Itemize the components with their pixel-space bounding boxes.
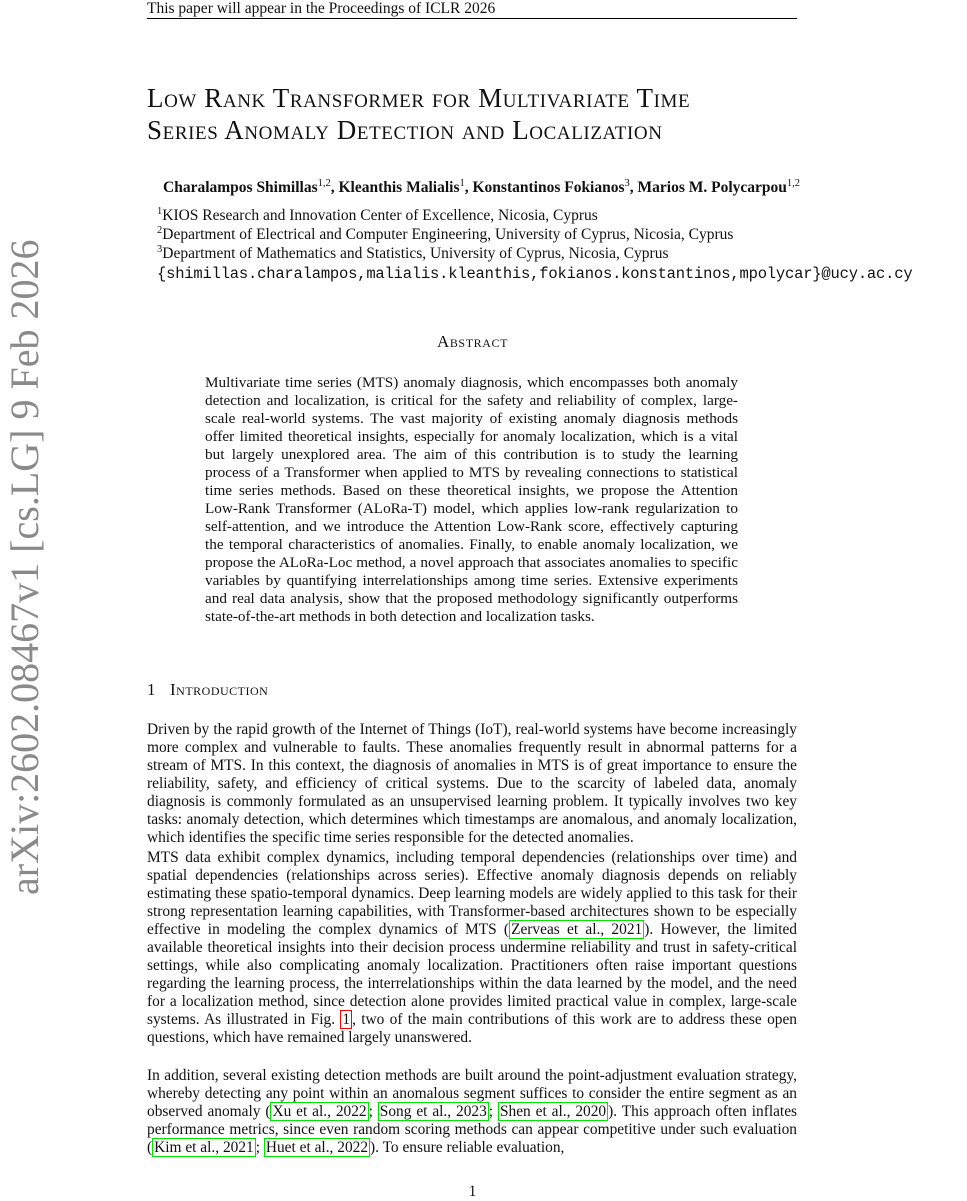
author-list <box>163 174 800 198</box>
author-emails: {shimillas.charalampos,malialis.kleanthis,fokianos.konstantinos,mpolycar}@ucy.ac.cy <box>157 265 913 283</box>
citation-link[interactable]: Shen et al., 2020 <box>499 1103 607 1120</box>
figure-reference-link[interactable]: 1 <box>342 1011 351 1028</box>
abstract-text: Multivariate time series (MTS) anomaly diagnosis, which encompasses both anomaly detection and localization, is critical for the safety and reliability of complex, large-scale real-world systems. The vast majority of existing anomaly diagnosis methods offer limited theoretical insights, especially for anomaly localization, which is a vital but largely unexplored area. The aim of this contribution is to study the learning process of a Transformer when applied to MTS by revealing connections to statistical time series methods. Based on these theoretical insights, we propose the Attention Low-Rank Transformer (ALoRa-T) model, which applies low-rank regularization to self-attention, and we introduce the Attention Low-Rank score, effectively capturing the temporal characteristics of anomalies. Finally, to enable anomaly localization, we propose the ALoRa-Loc method, a novel approach that associates anomalies to specific variables by quantifying interrelationships among time series. Extensive experiments and real data analysis, show that the proposed methodology significantly outperforms state-of-the-art methods in both detection and localization tasks. <box>205 374 738 625</box>
citation-link[interactable]: Song et al., 2023 <box>379 1103 487 1120</box>
paragraph-text: ). To ensure reliable evaluation, <box>370 1139 565 1156</box>
affiliation-text: KIOS Research and Innovation Center of Excellence, Nicosia, Cyprus <box>162 207 598 225</box>
author-affiliation-mark: 1 <box>459 178 465 189</box>
paragraph-text: , two of the main contributions of this work are to address these open questions, which have remained largely unanswered. <box>147 1011 797 1046</box>
citation-separator: ; <box>368 1103 378 1120</box>
citation-link[interactable]: Huet et al., 2022 <box>265 1139 369 1156</box>
author-name: Konstantinos Fokianos <box>472 179 625 197</box>
intro-paragraph-1: Driven by the rapid growth of the Internet of Things (IoT), real-world systems have become increasingly more complex and vulnerable to faults. These anomalies frequently result in abnormal patterns for a stream of MTS. In this context, the diagnosis of anomalies in MTS is of great importance to ensure the reliability, safety, and efficiency of critical systems. Due to the scarcity of labeled data, anomaly diagnosis is commonly formulated as an unsupervised learning problem. It typically involves two key tasks: anomaly detection, which determines which timestamps are anomalous, and anomaly localization, which identifies the specific time series responsible for the detected anomalies. <box>147 721 797 846</box>
affiliation-mark: 2 <box>157 225 163 236</box>
abstract-heading: Abstract <box>436 332 509 351</box>
page-number: 1 <box>468 1183 477 1200</box>
citation-link[interactable]: Xu et al., 2022 <box>272 1103 367 1120</box>
affiliation-text: Department of Mathematics and Statistics, University of Cyprus, Nicosia, Cyprus <box>162 245 669 263</box>
affiliation-text: Department of Electrical and Computer Engineering, University of Cyprus, Nicosia, Cyprus <box>162 226 734 244</box>
citation-link[interactable]: Kim et al., 2021 <box>154 1139 254 1156</box>
paper-title-line-2: Series Anomaly Detection and Localization <box>147 115 663 145</box>
intro-paragraph-2 <box>147 849 797 1047</box>
citation-separator: ; <box>255 1139 264 1156</box>
citation-separator: ; <box>488 1103 498 1120</box>
author-separator: , <box>464 179 473 197</box>
intro-paragraph-3 <box>147 1067 797 1157</box>
arxiv-identifier-stamp: arXiv:2602.08467v1 [cs.LG] 9 Feb 2026 <box>2 239 47 895</box>
author-affiliation-mark: 3 <box>624 178 630 189</box>
affiliation-mark: 1 <box>157 206 163 217</box>
author-name: Charalampos Shimillas <box>163 179 318 197</box>
paragraph-text: In addition, several existing detection methods are built around the point-adjustment evaluation strategy, whereby detecting any point within an anomalous segment suffices to consider the entire segment as an observed anomaly ( <box>147 1067 797 1120</box>
paper-title-line-1: Low Rank Transformer for Multivariate Time <box>147 83 691 113</box>
affiliation-3 <box>157 240 669 263</box>
affiliation-mark: 3 <box>157 244 163 255</box>
author-affiliation-mark: 1,2 <box>317 178 331 189</box>
paragraph-text: ). This approach often inflates performance metrics, since even random scoring methods can appear competitive under such evaluation ( <box>147 1103 798 1156</box>
citation-link[interactable]: Zerveas et al., 2021 <box>511 921 643 938</box>
paragraph-text: MTS data exhibit complex dynamics, including temporal dependencies (relationships over time) and spatial dependencies (relationships across series). Effective anomaly diagnosis depends on reliably estimating these spatio-temporal dynamics. Deep learning models are widely applied to this task for their strong representation learning capabilities, with Transformer-based architectures shown to be especially effective in modeling the complex dynamics of MTS ( <box>147 849 797 938</box>
author-separator: , <box>629 179 638 197</box>
section-title: Introduction <box>170 680 269 699</box>
author-affiliation-mark: 1,2 <box>786 178 801 189</box>
author-separator: , <box>330 179 339 197</box>
section-heading-introduction <box>147 680 268 700</box>
author-name: Marios M. Polycarpou <box>637 179 787 197</box>
paragraph-text: ). However, the limited available theoretical insights into their decision process undermine reliability and trust in safety-critical settings, while also complicating anomaly localization. Practitioners often raise important questions regarding the learning process, the interrelationships within the data learned by the model, and the need for a localization method, since detection alone provides limited practical value in complex, large-scale systems. As illustrated in Fig. <box>147 921 797 1028</box>
author-name: Kleanthis Malialis <box>338 179 460 197</box>
running-header: This paper will appear in the Proceedings of ICLR 2026 <box>147 0 797 19</box>
section-number: 1 <box>147 680 156 699</box>
